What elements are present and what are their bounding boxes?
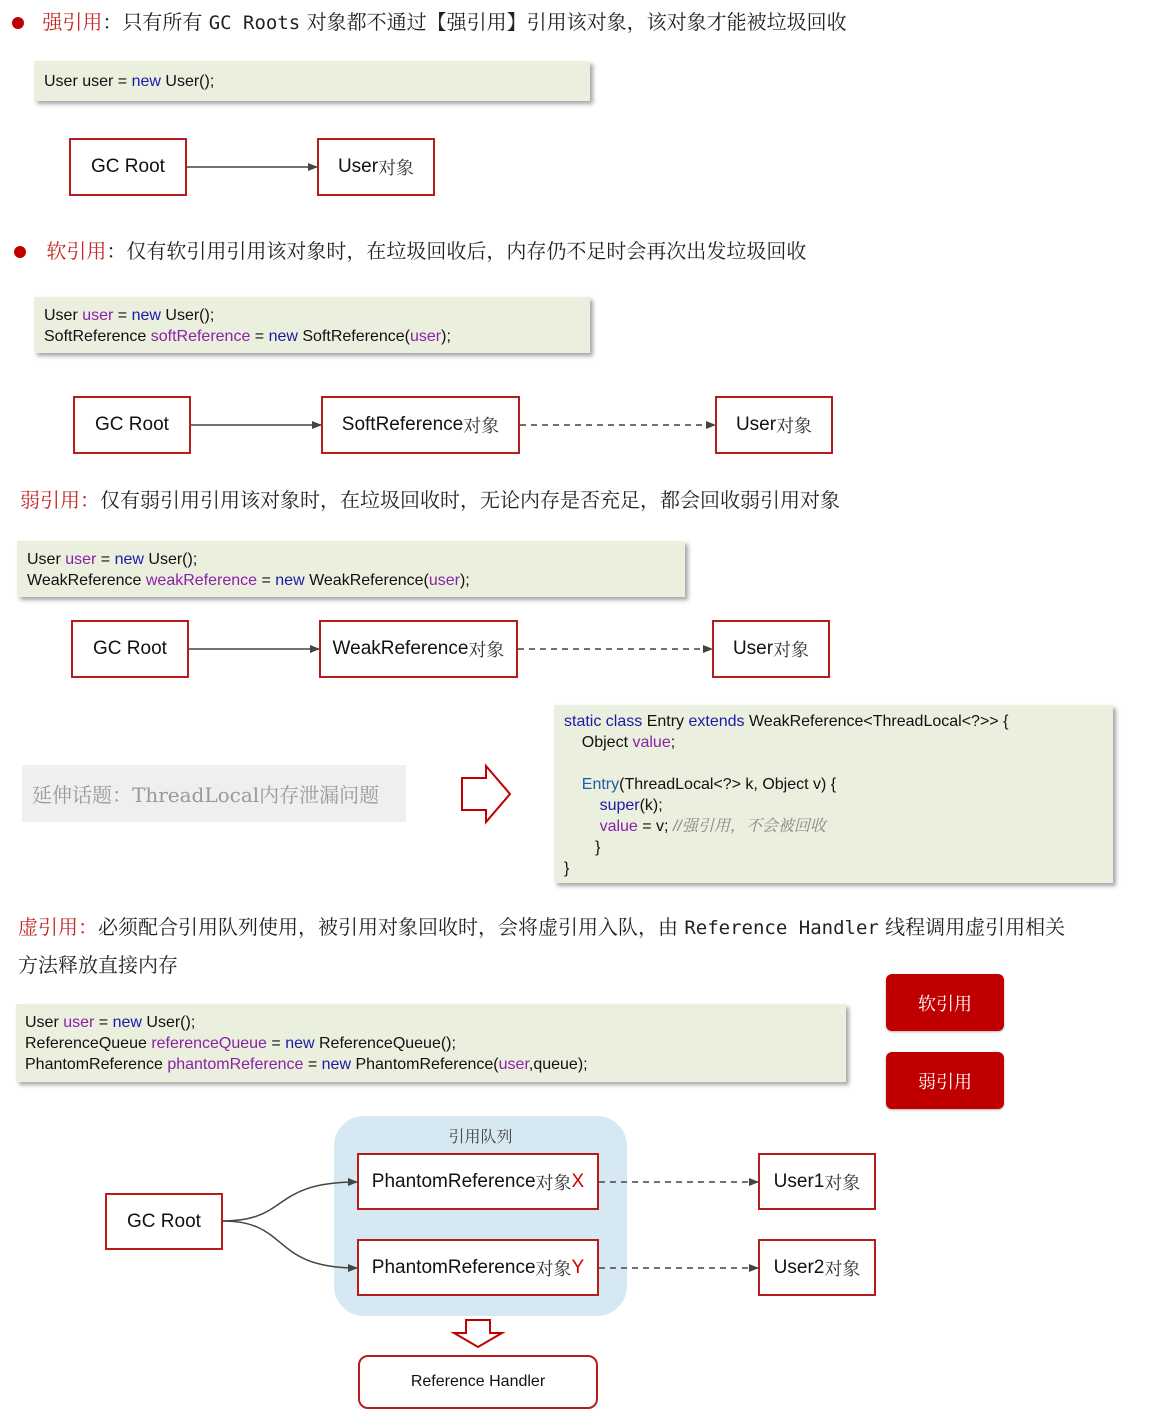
box-label: User1 — [773, 1170, 825, 1192]
box-label: GC Root — [127, 1210, 201, 1232]
box-label: User — [735, 414, 777, 435]
strong-desc-code: GC Roots — [208, 12, 301, 34]
box-suffix: 对象 — [824, 1172, 861, 1194]
phantom-desc-line2: 方法释放直接内存 — [18, 953, 178, 977]
box-label: GC Root — [93, 638, 167, 659]
box-suffix: 对象 — [463, 416, 500, 437]
box-label: User — [337, 156, 379, 177]
code-line: value = v; //强引用，不会被回收 — [599, 818, 826, 835]
code-line: Entry(ThreadLocal<?> k, Object v) { — [581, 776, 837, 793]
button-label: 弱引用 — [918, 1071, 972, 1093]
soft-title: 软引用 — [46, 239, 107, 263]
big-right-arrow-icon — [462, 766, 510, 822]
box-mark: Y — [571, 1256, 585, 1278]
soft-desc: 仅有软引用引用该对象时，在垃圾回收后，内存仍不足时会再次出发垃圾回收 — [126, 239, 807, 263]
box-label: WeakReference — [332, 638, 469, 659]
button-label: 软引用 — [918, 993, 972, 1015]
code-line: } — [564, 839, 601, 856]
code-line: super(k); — [599, 797, 663, 814]
box-label: User — [732, 638, 774, 659]
soft-colon: ： — [106, 239, 127, 263]
strong-title: 强引用 — [42, 10, 103, 34]
weak-colon: ： — [80, 488, 100, 512]
box-label: PhantomReference — [371, 1256, 536, 1278]
code-line: User user = new User(); — [27, 551, 198, 568]
phantom-curve-y — [223, 1221, 357, 1268]
phantom-curve-x — [223, 1182, 357, 1221]
phantom-desc-a: 必须配合引用队列使用，被引用对象回收时，会将虚引用入队，由 — [98, 915, 685, 939]
code-line: SoftReference softReference = new SoftReference(user); — [44, 328, 451, 345]
code-keyword: new — [131, 73, 161, 90]
strong-colon: ： — [102, 10, 123, 34]
code-token: User(); — [160, 73, 215, 90]
box-suffix: 对象 — [468, 640, 505, 661]
box-suffix: 对象 — [378, 158, 415, 179]
code-line: WeakReference weakReference = new WeakReference(user); — [27, 572, 470, 589]
box-suffix: 对象 — [535, 1258, 572, 1280]
topic-label: 延伸话题：ThreadLocal内存泄漏问题 — [32, 783, 380, 807]
phantom-desc-code: Reference Handler — [684, 917, 879, 939]
box-suffix: 对象 — [776, 416, 813, 437]
box-label: GC Root — [91, 156, 165, 177]
code-line: static class Entry extends WeakReference<ThreadLocal<?>> { — [564, 713, 1009, 730]
box-label: GC Root — [95, 414, 169, 435]
phantom-colon: ： — [78, 915, 98, 939]
box-suffix: 对象 — [535, 1172, 572, 1194]
phantom-title: 虚引用 — [18, 915, 78, 939]
code-line: PhantomReference phantomReference = new PhantomReference(user,queue); — [25, 1056, 588, 1073]
code-line: User user = new User(); — [44, 307, 215, 324]
code-line: User user = new User(); — [25, 1014, 196, 1031]
strong-desc-prefix: 只有所有 — [122, 10, 209, 34]
box-label: User2 — [773, 1256, 825, 1278]
weak-desc: 仅有弱引用引用该对象时，在垃圾回收时，无论内存是否充足，都会回收弱引用对象 — [100, 488, 840, 512]
box-suffix: 对象 — [773, 640, 810, 661]
code-line: } — [564, 860, 570, 877]
box-label: PhantomReference — [371, 1170, 536, 1192]
strong-desc-suffix: 对象都不通过【强引用】引用该对象，该对象才能被垃圾回收 — [300, 10, 847, 34]
phantom-desc-b: 线程调用虚引用相关 — [878, 915, 1066, 939]
reference-queue-label: 引用队列 — [448, 1127, 513, 1146]
box-label: SoftReference — [341, 414, 464, 435]
code-comment: //强引用，不会被回收 — [672, 818, 826, 835]
box-suffix: 对象 — [824, 1258, 861, 1280]
code-line: ReferenceQueue referenceQueue = new ReferenceQueue(); — [25, 1035, 456, 1052]
code-line: Object value; — [564, 734, 676, 751]
box-label: Reference Handler — [410, 1373, 546, 1390]
down-arrow-icon — [454, 1320, 502, 1347]
code-token: User user = — [44, 73, 132, 90]
weak-title: 弱引用 — [20, 488, 80, 512]
box-mark: X — [571, 1170, 585, 1192]
